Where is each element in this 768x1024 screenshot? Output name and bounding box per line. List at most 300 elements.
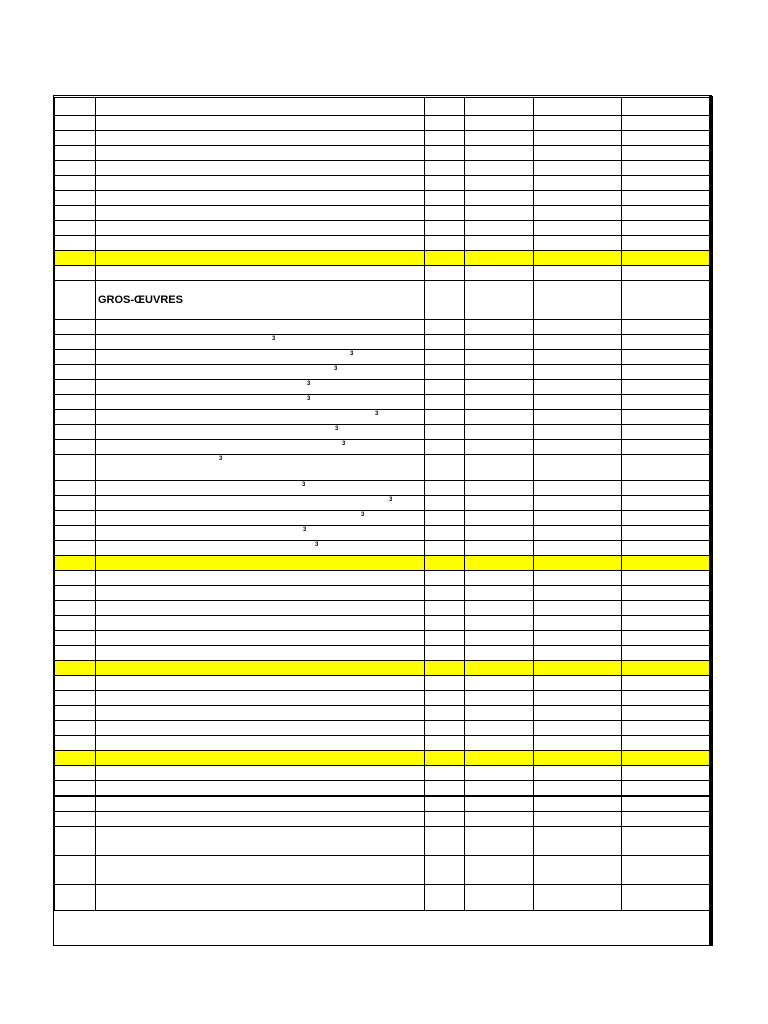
table-cell[interactable]	[55, 856, 96, 885]
table-cell[interactable]	[96, 191, 425, 206]
table-cell[interactable]	[425, 365, 465, 380]
table-cell[interactable]	[534, 496, 622, 511]
table-cell[interactable]	[534, 320, 622, 335]
table-cell[interactable]	[425, 616, 465, 631]
table-cell[interactable]	[622, 616, 711, 631]
table-cell[interactable]	[534, 335, 622, 350]
table-cell[interactable]	[534, 146, 622, 161]
table-cell[interactable]	[534, 131, 622, 146]
table-cell[interactable]	[55, 380, 96, 395]
table-cell[interactable]	[622, 320, 711, 335]
table-cell[interactable]	[55, 526, 96, 541]
table-cell[interactable]	[425, 146, 465, 161]
table-cell[interactable]	[96, 131, 425, 146]
table-cell[interactable]	[534, 885, 622, 911]
table-cell[interactable]	[534, 661, 622, 676]
table-cell[interactable]	[55, 571, 96, 586]
table-cell[interactable]	[96, 395, 425, 410]
table-cell[interactable]	[425, 856, 465, 885]
table-cell[interactable]	[55, 365, 96, 380]
table-cell[interactable]	[534, 176, 622, 191]
table-cell[interactable]	[534, 706, 622, 721]
table-cell[interactable]	[96, 706, 425, 721]
table-cell[interactable]	[622, 176, 711, 191]
table-cell[interactable]	[55, 281, 96, 320]
table-cell[interactable]	[622, 266, 711, 281]
table-cell[interactable]	[425, 526, 465, 541]
table-cell[interactable]	[425, 191, 465, 206]
table-cell[interactable]	[622, 571, 711, 586]
table-cell[interactable]	[55, 335, 96, 350]
table-cell[interactable]	[425, 885, 465, 911]
table-cell[interactable]	[96, 266, 425, 281]
table-cell[interactable]	[425, 481, 465, 496]
table-cell[interactable]	[55, 885, 96, 911]
table-cell[interactable]	[425, 251, 465, 266]
table-cell[interactable]	[534, 455, 622, 481]
table-cell[interactable]	[425, 335, 465, 350]
unit-superscript: 3	[350, 351, 354, 357]
table-cell[interactable]	[96, 350, 425, 365]
table-cell[interactable]	[425, 395, 465, 410]
table-cell[interactable]	[425, 706, 465, 721]
table-cell[interactable]	[622, 676, 711, 691]
table-cell[interactable]	[534, 796, 622, 812]
table-cell[interactable]	[622, 116, 711, 131]
table-cell[interactable]	[622, 221, 711, 236]
table-cell[interactable]	[465, 827, 534, 856]
table-cell[interactable]	[55, 601, 96, 616]
table-cell[interactable]	[534, 541, 622, 556]
table-cell[interactable]	[622, 827, 711, 856]
table-cell[interactable]	[534, 827, 622, 856]
table-cell[interactable]	[55, 455, 96, 481]
table-cell[interactable]	[55, 146, 96, 161]
table-cell[interactable]	[96, 796, 425, 812]
table-cell[interactable]	[55, 481, 96, 496]
table-cell[interactable]	[465, 885, 534, 911]
table-cell[interactable]	[465, 320, 534, 335]
table-cell[interactable]	[55, 206, 96, 221]
table-cell[interactable]	[55, 541, 96, 556]
table-cell[interactable]	[465, 161, 534, 176]
table-cell[interactable]	[622, 721, 711, 736]
table-cell[interactable]	[534, 98, 622, 116]
table-cell[interactable]	[55, 320, 96, 335]
table-cell[interactable]	[465, 526, 534, 541]
table-cell[interactable]	[465, 796, 534, 812]
table-cell[interactable]	[622, 586, 711, 601]
table-cell[interactable]	[425, 766, 465, 781]
table-cell[interactable]	[425, 425, 465, 440]
table-cell[interactable]	[96, 176, 425, 191]
table-cell[interactable]	[55, 751, 96, 766]
table-cell[interactable]	[534, 571, 622, 586]
table-cell[interactable]	[622, 706, 711, 721]
table-cell[interactable]	[465, 691, 534, 706]
table-cell[interactable]	[465, 365, 534, 380]
table-cell[interactable]	[425, 751, 465, 766]
table-cell[interactable]	[425, 601, 465, 616]
table-cell[interactable]	[425, 206, 465, 221]
table-cell[interactable]	[425, 496, 465, 511]
table-cell[interactable]	[622, 526, 711, 541]
table-cell[interactable]	[96, 812, 425, 827]
table-cell[interactable]	[55, 781, 96, 797]
table-cell[interactable]	[96, 98, 425, 116]
table-cell[interactable]	[425, 586, 465, 601]
table-cell[interactable]	[425, 571, 465, 586]
table-cell[interactable]	[465, 616, 534, 631]
table-cell[interactable]	[96, 781, 425, 797]
table-cell[interactable]	[55, 827, 96, 856]
table-cell[interactable]	[55, 221, 96, 236]
table-cell[interactable]	[622, 511, 711, 526]
table-cell[interactable]	[425, 221, 465, 236]
table-cell[interactable]	[55, 440, 96, 455]
table-cell[interactable]	[465, 646, 534, 661]
table-cell[interactable]	[55, 766, 96, 781]
table-cell[interactable]	[55, 236, 96, 251]
table-cell[interactable]	[96, 571, 425, 586]
table-cell[interactable]	[425, 455, 465, 481]
table-cell[interactable]	[622, 631, 711, 646]
table-cell[interactable]	[96, 221, 425, 236]
table-cell[interactable]	[425, 98, 465, 116]
table-cell[interactable]	[465, 661, 534, 676]
table-cell[interactable]	[465, 425, 534, 440]
table-cell[interactable]	[465, 481, 534, 496]
table-cell[interactable]	[55, 131, 96, 146]
table-cell[interactable]	[425, 320, 465, 335]
table-cell[interactable]	[622, 766, 711, 781]
table-cell[interactable]	[622, 736, 711, 751]
table-cell[interactable]	[465, 440, 534, 455]
table-cell[interactable]	[425, 631, 465, 646]
table-cell[interactable]	[465, 251, 534, 266]
table-cell[interactable]	[96, 631, 425, 646]
table-cell[interactable]	[55, 191, 96, 206]
table-cell[interactable]	[534, 395, 622, 410]
table-cell[interactable]	[96, 440, 425, 455]
table-cell[interactable]	[55, 812, 96, 827]
table-cell[interactable]	[425, 116, 465, 131]
table-cell[interactable]	[96, 721, 425, 736]
table-cell[interactable]	[55, 661, 96, 676]
table-cell[interactable]	[465, 395, 534, 410]
table-cell[interactable]	[622, 410, 711, 425]
table-cell[interactable]	[465, 281, 534, 320]
table-cell[interactable]	[465, 221, 534, 236]
table-cell[interactable]	[96, 380, 425, 395]
table-cell[interactable]	[465, 191, 534, 206]
table-cell[interactable]	[96, 885, 425, 911]
table-cell[interactable]	[55, 161, 96, 176]
table-cell[interactable]	[622, 440, 711, 455]
table-cell[interactable]	[96, 481, 425, 496]
table-cell[interactable]	[55, 98, 96, 116]
table-cell[interactable]	[425, 812, 465, 827]
table-cell[interactable]	[425, 736, 465, 751]
table-cell[interactable]	[96, 455, 425, 481]
table-cell[interactable]	[465, 410, 534, 425]
table-cell[interactable]	[534, 116, 622, 131]
table-cell[interactable]	[622, 191, 711, 206]
table-cell[interactable]	[465, 721, 534, 736]
table-cell[interactable]	[465, 116, 534, 131]
table-cell[interactable]	[465, 601, 534, 616]
table-cell[interactable]	[465, 556, 534, 571]
table-cell[interactable]	[465, 706, 534, 721]
table-cell[interactable]	[55, 586, 96, 601]
table-cell[interactable]	[425, 266, 465, 281]
table-cell[interactable]	[96, 511, 425, 526]
table-cell[interactable]	[96, 736, 425, 751]
table-cell[interactable]	[465, 380, 534, 395]
table-cell[interactable]	[55, 556, 96, 571]
table-cell[interactable]	[96, 206, 425, 221]
table-cell[interactable]	[55, 706, 96, 721]
table-cell[interactable]	[55, 646, 96, 661]
table-cell[interactable]	[622, 751, 711, 766]
table-cell[interactable]	[465, 176, 534, 191]
table-cell[interactable]	[96, 335, 425, 350]
table-cell[interactable]	[425, 781, 465, 797]
table-cell[interactable]	[622, 455, 711, 481]
table-cell[interactable]	[425, 131, 465, 146]
table-cell[interactable]	[622, 251, 711, 266]
table-cell[interactable]	[622, 350, 711, 365]
table-cell[interactable]	[55, 251, 96, 266]
table-cell[interactable]	[622, 661, 711, 676]
table-cell[interactable]	[465, 511, 534, 526]
table-cell[interactable]	[96, 661, 425, 676]
table-cell[interactable]	[622, 425, 711, 440]
table-cell[interactable]	[96, 251, 425, 266]
table-cell[interactable]	[465, 751, 534, 766]
table-cell[interactable]	[534, 365, 622, 380]
table-cell[interactable]	[96, 365, 425, 380]
table-cell[interactable]	[534, 856, 622, 885]
table-cell[interactable]	[55, 736, 96, 751]
table-cell[interactable]	[465, 766, 534, 781]
table-cell[interactable]	[425, 691, 465, 706]
table-cell[interactable]	[622, 496, 711, 511]
table-cell[interactable]	[465, 455, 534, 481]
table-cell[interactable]	[534, 425, 622, 440]
table-cell[interactable]	[465, 736, 534, 751]
table-cell[interactable]	[622, 206, 711, 221]
unit-superscript: 3	[219, 456, 223, 462]
table-cell[interactable]	[534, 812, 622, 827]
table-cell[interactable]	[534, 410, 622, 425]
table-cell[interactable]	[534, 556, 622, 571]
table-cell[interactable]	[622, 812, 711, 827]
table-cell[interactable]	[55, 616, 96, 631]
table-cell[interactable]	[622, 395, 711, 410]
table-cell[interactable]	[622, 380, 711, 395]
table-cell[interactable]	[55, 796, 96, 812]
table-cell[interactable]	[55, 266, 96, 281]
table-cell[interactable]	[55, 511, 96, 526]
table-cell[interactable]	[55, 116, 96, 131]
table-cell[interactable]	[465, 335, 534, 350]
table-cell[interactable]	[96, 526, 425, 541]
table-cell[interactable]	[96, 410, 425, 425]
table-cell[interactable]	[425, 380, 465, 395]
table-cell[interactable]	[425, 176, 465, 191]
table-cell[interactable]	[465, 856, 534, 885]
table-cell[interactable]	[622, 98, 711, 116]
table-cell[interactable]	[96, 676, 425, 691]
table-cell[interactable]	[622, 281, 711, 320]
table-cell[interactable]	[96, 541, 425, 556]
table-cell[interactable]	[96, 827, 425, 856]
table-cell[interactable]	[534, 281, 622, 320]
table-cell[interactable]	[96, 766, 425, 781]
table-cell[interactable]	[534, 691, 622, 706]
table-cell[interactable]	[96, 556, 425, 571]
table-cell[interactable]	[425, 281, 465, 320]
table-cell[interactable]	[622, 161, 711, 176]
table-cell[interactable]	[96, 425, 425, 440]
table-cell[interactable]	[55, 410, 96, 425]
table-cell[interactable]	[534, 616, 622, 631]
table-cell[interactable]	[465, 98, 534, 116]
table-cell[interactable]	[534, 721, 622, 736]
table-cell[interactable]	[96, 856, 425, 885]
table-cell[interactable]	[96, 236, 425, 251]
table-cell[interactable]	[55, 350, 96, 365]
table-cell[interactable]	[622, 131, 711, 146]
table-cell[interactable]	[55, 631, 96, 646]
table-cell[interactable]	[622, 335, 711, 350]
table-cell[interactable]	[534, 766, 622, 781]
table-cell[interactable]	[96, 161, 425, 176]
table-cell[interactable]	[534, 191, 622, 206]
table-cell[interactable]	[534, 736, 622, 751]
table-cell[interactable]	[465, 206, 534, 221]
table-cell[interactable]	[96, 751, 425, 766]
table-cell[interactable]	[425, 796, 465, 812]
table-cell[interactable]	[534, 646, 622, 661]
table-cell[interactable]	[534, 586, 622, 601]
table-cell[interactable]	[425, 556, 465, 571]
table-cell[interactable]	[465, 131, 534, 146]
table-cell[interactable]	[622, 365, 711, 380]
table-cell[interactable]	[425, 646, 465, 661]
table-cell[interactable]	[55, 676, 96, 691]
table-cell[interactable]	[622, 481, 711, 496]
table-cell[interactable]	[96, 320, 425, 335]
table-cell[interactable]	[96, 616, 425, 631]
right-edge-bar	[709, 96, 713, 946]
table-cell[interactable]	[465, 350, 534, 365]
table-cell[interactable]	[425, 721, 465, 736]
table-cell[interactable]	[534, 601, 622, 616]
table-cell[interactable]	[622, 885, 711, 911]
table-cell[interactable]	[534, 511, 622, 526]
table-cell[interactable]	[534, 440, 622, 455]
table-cell[interactable]	[55, 691, 96, 706]
table-cell[interactable]	[465, 812, 534, 827]
table-cell[interactable]	[622, 781, 711, 797]
table-cell[interactable]	[534, 236, 622, 251]
table-cell[interactable]	[465, 146, 534, 161]
table-cell[interactable]	[534, 676, 622, 691]
table-cell[interactable]	[622, 646, 711, 661]
table-cell[interactable]	[55, 721, 96, 736]
table-cell[interactable]	[425, 676, 465, 691]
table-cell[interactable]	[534, 631, 622, 646]
table-cell[interactable]	[465, 631, 534, 646]
table-cell[interactable]	[534, 481, 622, 496]
table-cell[interactable]	[465, 571, 534, 586]
table-cell[interactable]	[534, 251, 622, 266]
table-cell[interactable]	[96, 281, 425, 320]
table-cell[interactable]	[96, 601, 425, 616]
table-cell[interactable]	[622, 691, 711, 706]
table-cell[interactable]	[465, 781, 534, 797]
table-cell[interactable]	[622, 146, 711, 161]
table-cell[interactable]	[622, 236, 711, 251]
table-cell[interactable]	[622, 856, 711, 885]
table-cell[interactable]	[96, 146, 425, 161]
table-cell[interactable]	[465, 676, 534, 691]
table-cell[interactable]	[534, 206, 622, 221]
table-cell[interactable]	[55, 395, 96, 410]
table-cell[interactable]	[534, 350, 622, 365]
table-cell[interactable]	[534, 751, 622, 766]
table-cell[interactable]	[465, 496, 534, 511]
table-row	[55, 161, 711, 176]
table-cell[interactable]	[425, 350, 465, 365]
table-cell[interactable]	[534, 161, 622, 176]
table-cell[interactable]	[534, 781, 622, 797]
table-cell[interactable]	[622, 796, 711, 812]
table-cell[interactable]	[622, 541, 711, 556]
unit-superscript: 3	[302, 482, 306, 488]
table-cell[interactable]	[425, 161, 465, 176]
table-cell[interactable]	[425, 236, 465, 251]
table-cell[interactable]	[425, 541, 465, 556]
table-cell[interactable]	[465, 266, 534, 281]
table-cell[interactable]	[465, 236, 534, 251]
table-cell[interactable]	[425, 827, 465, 856]
table-cell[interactable]	[425, 661, 465, 676]
table-cell[interactable]	[622, 601, 711, 616]
table-cell[interactable]	[622, 556, 711, 571]
table-cell[interactable]	[534, 380, 622, 395]
table-cell[interactable]	[465, 586, 534, 601]
table-cell[interactable]	[425, 440, 465, 455]
table-cell[interactable]	[96, 691, 425, 706]
table-cell[interactable]	[534, 526, 622, 541]
table-cell[interactable]	[55, 496, 96, 511]
table-cell[interactable]	[465, 541, 534, 556]
table-cell[interactable]	[425, 410, 465, 425]
table-cell[interactable]	[96, 646, 425, 661]
table-row	[55, 571, 711, 586]
table-cell[interactable]	[96, 586, 425, 601]
table-cell[interactable]	[96, 496, 425, 511]
table-cell[interactable]	[96, 116, 425, 131]
table-cell[interactable]	[534, 266, 622, 281]
table-cell[interactable]	[55, 176, 96, 191]
table-cell[interactable]	[55, 425, 96, 440]
table-cell[interactable]	[425, 511, 465, 526]
table-cell[interactable]	[534, 221, 622, 236]
